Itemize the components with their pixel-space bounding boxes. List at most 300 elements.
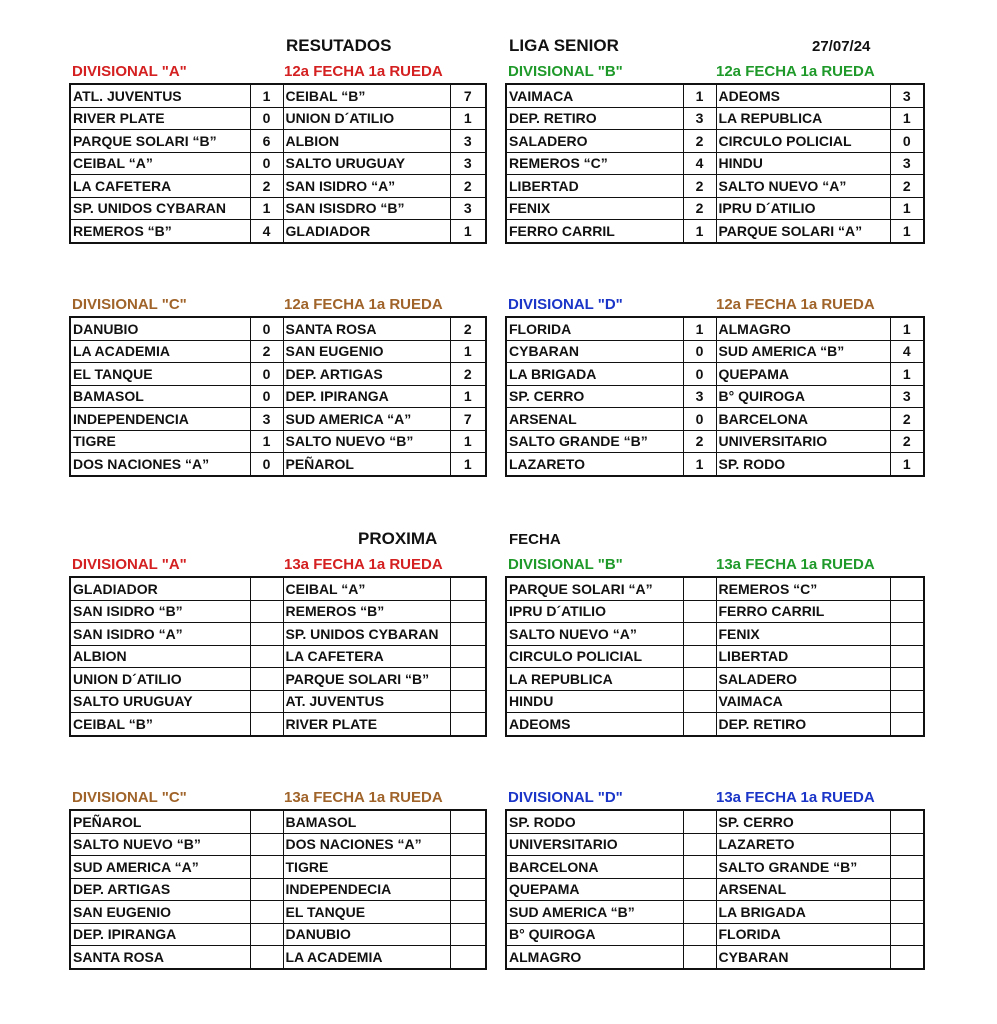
home-score [683, 923, 716, 946]
home-score: 2 [683, 130, 716, 153]
next-d-label: DIVISIONAL "D" [508, 789, 623, 806]
next-c-label: DIVISIONAL "C" [72, 789, 187, 806]
away-score [890, 600, 924, 623]
table-row [506, 430, 924, 453]
next-b-fecha: 13a FECHA 1a RUEDA [716, 556, 875, 573]
home-score: 0 [683, 363, 716, 386]
away-score: 1 [890, 107, 924, 130]
away-score: 1 [450, 430, 486, 453]
results-title: RESUTADOS [286, 36, 392, 55]
away-score: 7 [450, 408, 486, 431]
away-score [890, 668, 924, 691]
table-row [70, 577, 486, 600]
home-team: B° QUIROGA [506, 923, 683, 946]
away-score [890, 856, 924, 879]
home-team: INDEPENDENCIA [70, 408, 250, 431]
results-d-fecha: 12a FECHA 1a RUEDA [716, 296, 875, 313]
home-score [250, 810, 283, 833]
away-team: ARSENAL [716, 878, 890, 901]
table-row [70, 600, 486, 623]
league-title: LIGA SENIOR [509, 36, 619, 55]
table-row [506, 453, 924, 476]
away-team: DOS NACIONES “A” [283, 833, 450, 856]
home-team: REMEROS “C” [506, 152, 683, 175]
away-team: DANUBIO [283, 923, 450, 946]
home-score [683, 600, 716, 623]
away-score [450, 690, 486, 713]
home-score: 1 [683, 84, 716, 107]
table-row [506, 317, 924, 340]
table-row [506, 901, 924, 924]
home-team: UNIVERSITARIO [506, 833, 683, 856]
home-score [250, 645, 283, 668]
away-team: SP. CERRO [716, 810, 890, 833]
home-score [250, 577, 283, 600]
home-team: DEP. IPIRANGA [70, 923, 250, 946]
table-row [70, 385, 486, 408]
away-score: 1 [450, 220, 486, 243]
table-row [506, 600, 924, 623]
away-team: CEIBAL “B” [283, 84, 450, 107]
home-score [250, 856, 283, 879]
home-score: 0 [250, 107, 283, 130]
home-score: 1 [250, 84, 283, 107]
away-score: 3 [890, 84, 924, 107]
home-team: SP. UNIDOS CYBARAN [70, 197, 250, 220]
away-team: DEP. RETIRO [716, 713, 890, 736]
home-score [683, 901, 716, 924]
home-team: LIBERTAD [506, 175, 683, 198]
away-score [450, 577, 486, 600]
home-team: SP. CERRO [506, 385, 683, 408]
away-team: QUEPAMA [716, 363, 890, 386]
table-row [506, 878, 924, 901]
next-d-table [505, 809, 925, 970]
home-score [250, 833, 283, 856]
away-team: ALBION [283, 130, 450, 153]
next-b-table [505, 576, 925, 737]
away-score [890, 810, 924, 833]
next-a-fecha: 13a FECHA 1a RUEDA [284, 556, 443, 573]
home-score: 0 [250, 385, 283, 408]
away-team: UNIVERSITARIO [716, 430, 890, 453]
table-row [506, 833, 924, 856]
table-row [70, 668, 486, 691]
results-b-table [505, 83, 925, 244]
away-score: 1 [890, 220, 924, 243]
table-row [506, 363, 924, 386]
away-score: 1 [890, 317, 924, 340]
away-team: PARQUE SOLARI “B” [283, 668, 450, 691]
home-team: LAZARETO [506, 453, 683, 476]
away-team: FLORIDA [716, 923, 890, 946]
away-score: 1 [450, 385, 486, 408]
home-team: FERRO CARRIL [506, 220, 683, 243]
table-row [70, 317, 486, 340]
home-score [683, 946, 716, 969]
home-score [683, 713, 716, 736]
away-team: LAZARETO [716, 833, 890, 856]
table-row [70, 713, 486, 736]
home-score: 4 [250, 220, 283, 243]
table-row [70, 363, 486, 386]
home-score: 0 [250, 152, 283, 175]
home-team: LA REPUBLICA [506, 668, 683, 691]
home-score: 0 [250, 363, 283, 386]
away-team: SALTO NUEVO “A” [716, 175, 890, 198]
home-score [250, 946, 283, 969]
report-date: 27/07/24 [812, 38, 871, 55]
away-score [890, 901, 924, 924]
home-score: 0 [683, 408, 716, 431]
home-team: SUD AMERICA “B” [506, 901, 683, 924]
away-score [450, 713, 486, 736]
away-team: UNION D´ATILIO [283, 107, 450, 130]
away-team: DEP. ARTIGAS [283, 363, 450, 386]
home-score [683, 577, 716, 600]
table-row [506, 175, 924, 198]
away-team: IPRU D´ATILIO [716, 197, 890, 220]
away-score: 3 [890, 152, 924, 175]
home-team: PARQUE SOLARI “B” [70, 130, 250, 153]
away-team: AT. JUVENTUS [283, 690, 450, 713]
home-score [683, 623, 716, 646]
results-a-label: DIVISIONAL "A" [72, 63, 187, 80]
home-team: CEIBAL “B” [70, 713, 250, 736]
table-row [506, 856, 924, 879]
home-score: 0 [250, 317, 283, 340]
home-score: 0 [683, 340, 716, 363]
away-team: DEP. IPIRANGA [283, 385, 450, 408]
away-team: BARCELONA [716, 408, 890, 431]
home-team: FENIX [506, 197, 683, 220]
results-d-label: DIVISIONAL "D" [508, 296, 623, 313]
away-team: PEÑAROL [283, 453, 450, 476]
table-row [70, 340, 486, 363]
home-score [250, 623, 283, 646]
home-score [683, 690, 716, 713]
home-team: ADEOMS [506, 713, 683, 736]
away-team: SUD AMERICA “B” [716, 340, 890, 363]
table-row [506, 408, 924, 431]
away-team: TIGRE [283, 856, 450, 879]
home-team: SAN ISIDRO “A” [70, 623, 250, 646]
home-score: 2 [250, 340, 283, 363]
next-title-fecha: FECHA [509, 531, 561, 548]
home-team: QUEPAMA [506, 878, 683, 901]
home-team: SUD AMERICA “A” [70, 856, 250, 879]
away-team: SAN ISISDRO “B” [283, 197, 450, 220]
away-score [450, 923, 486, 946]
table-row [70, 197, 486, 220]
home-score: 2 [683, 175, 716, 198]
away-team: EL TANQUE [283, 901, 450, 924]
table-row [506, 645, 924, 668]
home-score [683, 878, 716, 901]
home-team: CEIBAL “A” [70, 152, 250, 175]
home-score: 1 [250, 430, 283, 453]
away-score [890, 946, 924, 969]
away-team: SALTO NUEVO “B” [283, 430, 450, 453]
home-score [250, 600, 283, 623]
away-score: 3 [450, 130, 486, 153]
table-row [506, 946, 924, 969]
home-team: GLADIADOR [70, 577, 250, 600]
away-score [450, 901, 486, 924]
home-team: LA ACADEMIA [70, 340, 250, 363]
away-score [890, 577, 924, 600]
home-team: SAN EUGENIO [70, 901, 250, 924]
home-team: SANTA ROSA [70, 946, 250, 969]
home-team: REMEROS “B” [70, 220, 250, 243]
away-team: BAMASOL [283, 810, 450, 833]
away-score [450, 810, 486, 833]
away-team: INDEPENDECIA [283, 878, 450, 901]
table-row [70, 453, 486, 476]
home-team: VAIMACA [506, 84, 683, 107]
away-score [890, 923, 924, 946]
away-team: PARQUE SOLARI “A” [716, 220, 890, 243]
table-row [506, 713, 924, 736]
results-a-fecha: 12a FECHA 1a RUEDA [284, 63, 443, 80]
home-score [250, 690, 283, 713]
home-score: 1 [250, 197, 283, 220]
away-team: ALMAGRO [716, 317, 890, 340]
table-row [506, 577, 924, 600]
away-score: 2 [450, 363, 486, 386]
away-team: FENIX [716, 623, 890, 646]
table-row [70, 946, 486, 969]
home-team: DANUBIO [70, 317, 250, 340]
away-team: LA REPUBLICA [716, 107, 890, 130]
away-score [450, 833, 486, 856]
results-b-label: DIVISIONAL "B" [508, 63, 623, 80]
away-score [890, 713, 924, 736]
away-score [450, 856, 486, 879]
home-team: DEP. RETIRO [506, 107, 683, 130]
home-score: 3 [683, 385, 716, 408]
home-team: SP. RODO [506, 810, 683, 833]
home-score: 1 [683, 220, 716, 243]
home-team: EL TANQUE [70, 363, 250, 386]
away-score: 2 [890, 175, 924, 198]
away-score [450, 623, 486, 646]
away-team: LA BRIGADA [716, 901, 890, 924]
home-team: PARQUE SOLARI “A” [506, 577, 683, 600]
away-team: GLADIADOR [283, 220, 450, 243]
away-team: LA CAFETERA [283, 645, 450, 668]
away-score: 2 [890, 408, 924, 431]
away-team: SP. RODO [716, 453, 890, 476]
away-team: SAN EUGENIO [283, 340, 450, 363]
home-score: 2 [683, 197, 716, 220]
home-team: ARSENAL [506, 408, 683, 431]
table-row [506, 197, 924, 220]
table-row [70, 878, 486, 901]
away-score: 0 [890, 130, 924, 153]
table-row [506, 130, 924, 153]
home-team: LA BRIGADA [506, 363, 683, 386]
table-row [70, 152, 486, 175]
table-row [70, 130, 486, 153]
away-score [450, 946, 486, 969]
away-score: 7 [450, 84, 486, 107]
home-team: SALTO URUGUAY [70, 690, 250, 713]
results-b-fecha: 12a FECHA 1a RUEDA [716, 63, 875, 80]
home-team: DEP. ARTIGAS [70, 878, 250, 901]
home-team: SALTO GRANDE “B” [506, 430, 683, 453]
away-score [890, 645, 924, 668]
home-team: HINDU [506, 690, 683, 713]
home-score [250, 923, 283, 946]
home-team: ALMAGRO [506, 946, 683, 969]
away-team: SALADERO [716, 668, 890, 691]
home-score: 0 [250, 453, 283, 476]
away-score: 3 [450, 197, 486, 220]
away-score [450, 668, 486, 691]
away-score: 3 [450, 152, 486, 175]
table-row [506, 668, 924, 691]
results-d-table [505, 316, 925, 477]
away-score: 4 [890, 340, 924, 363]
next-c-fecha: 13a FECHA 1a RUEDA [284, 789, 443, 806]
home-team: ATL. JUVENTUS [70, 84, 250, 107]
home-team: BARCELONA [506, 856, 683, 879]
table-row [70, 220, 486, 243]
table-row [506, 84, 924, 107]
table-row [70, 901, 486, 924]
table-row [70, 856, 486, 879]
away-score: 1 [450, 453, 486, 476]
away-score: 1 [450, 340, 486, 363]
home-score: 3 [683, 107, 716, 130]
home-score [250, 668, 283, 691]
home-team: RIVER PLATE [70, 107, 250, 130]
away-team: LA ACADEMIA [283, 946, 450, 969]
away-team: SP. UNIDOS CYBARAN [283, 623, 450, 646]
table-row [70, 175, 486, 198]
home-score: 2 [683, 430, 716, 453]
table-row [506, 923, 924, 946]
home-team: TIGRE [70, 430, 250, 453]
home-team: FLORIDA [506, 317, 683, 340]
table-row [70, 430, 486, 453]
away-team: SANTA ROSA [283, 317, 450, 340]
away-team: FERRO CARRIL [716, 600, 890, 623]
home-team: UNION D´ATILIO [70, 668, 250, 691]
next-a-label: DIVISIONAL "A" [72, 556, 187, 573]
table-row [506, 152, 924, 175]
away-team: LIBERTAD [716, 645, 890, 668]
table-row [506, 385, 924, 408]
home-score [250, 901, 283, 924]
home-score: 4 [683, 152, 716, 175]
table-row [506, 220, 924, 243]
home-score [683, 856, 716, 879]
table-row [506, 340, 924, 363]
away-team: SALTO GRANDE “B” [716, 856, 890, 879]
next-d-fecha: 13a FECHA 1a RUEDA [716, 789, 875, 806]
away-score [890, 623, 924, 646]
table-row [70, 623, 486, 646]
table-row [70, 690, 486, 713]
next-b-label: DIVISIONAL "B" [508, 556, 623, 573]
results-c-fecha: 12a FECHA 1a RUEDA [284, 296, 443, 313]
away-score [450, 645, 486, 668]
table-row [70, 810, 486, 833]
away-team: HINDU [716, 152, 890, 175]
home-score [683, 668, 716, 691]
table-row [70, 107, 486, 130]
home-team: IPRU D´ATILIO [506, 600, 683, 623]
away-team: VAIMACA [716, 690, 890, 713]
away-score: 3 [890, 385, 924, 408]
home-score [683, 810, 716, 833]
away-score [450, 878, 486, 901]
away-score: 1 [890, 197, 924, 220]
next-c-table [69, 809, 487, 970]
next-title: PROXIMA [358, 529, 438, 548]
away-team: SAN ISIDRO “A” [283, 175, 450, 198]
results-c-label: DIVISIONAL "C" [72, 296, 187, 313]
away-team: CEIBAL “A” [283, 577, 450, 600]
away-score: 1 [890, 453, 924, 476]
home-team: LA CAFETERA [70, 175, 250, 198]
home-team: CIRCULO POLICIAL [506, 645, 683, 668]
table-row [70, 833, 486, 856]
home-team: BAMASOL [70, 385, 250, 408]
table-row [70, 84, 486, 107]
home-score: 6 [250, 130, 283, 153]
home-score [250, 713, 283, 736]
home-team: SALTO NUEVO “B” [70, 833, 250, 856]
away-score: 2 [890, 430, 924, 453]
away-team: REMEROS “B” [283, 600, 450, 623]
away-team: RIVER PLATE [283, 713, 450, 736]
away-team: CIRCULO POLICIAL [716, 130, 890, 153]
away-team: B° QUIROGA [716, 385, 890, 408]
table-row [506, 623, 924, 646]
home-team: CYBARAN [506, 340, 683, 363]
away-team: ADEOMS [716, 84, 890, 107]
next-a-table [69, 576, 487, 737]
table-row [70, 408, 486, 431]
home-score: 1 [683, 453, 716, 476]
home-team: SALTO NUEVO “A” [506, 623, 683, 646]
away-team: CYBARAN [716, 946, 890, 969]
home-team: DOS NACIONES “A” [70, 453, 250, 476]
home-score [250, 878, 283, 901]
away-score: 2 [450, 317, 486, 340]
home-score [683, 645, 716, 668]
home-score [683, 833, 716, 856]
away-score [890, 833, 924, 856]
away-score [890, 690, 924, 713]
table-row [70, 645, 486, 668]
home-team: SALADERO [506, 130, 683, 153]
away-score: 1 [890, 363, 924, 386]
home-score: 2 [250, 175, 283, 198]
table-row [506, 690, 924, 713]
home-score: 1 [683, 317, 716, 340]
away-score [450, 600, 486, 623]
away-score [890, 878, 924, 901]
home-team: PEÑAROL [70, 810, 250, 833]
home-team: SAN ISIDRO “B” [70, 600, 250, 623]
results-a-table [69, 83, 487, 244]
away-team: SALTO URUGUAY [283, 152, 450, 175]
home-score: 3 [250, 408, 283, 431]
